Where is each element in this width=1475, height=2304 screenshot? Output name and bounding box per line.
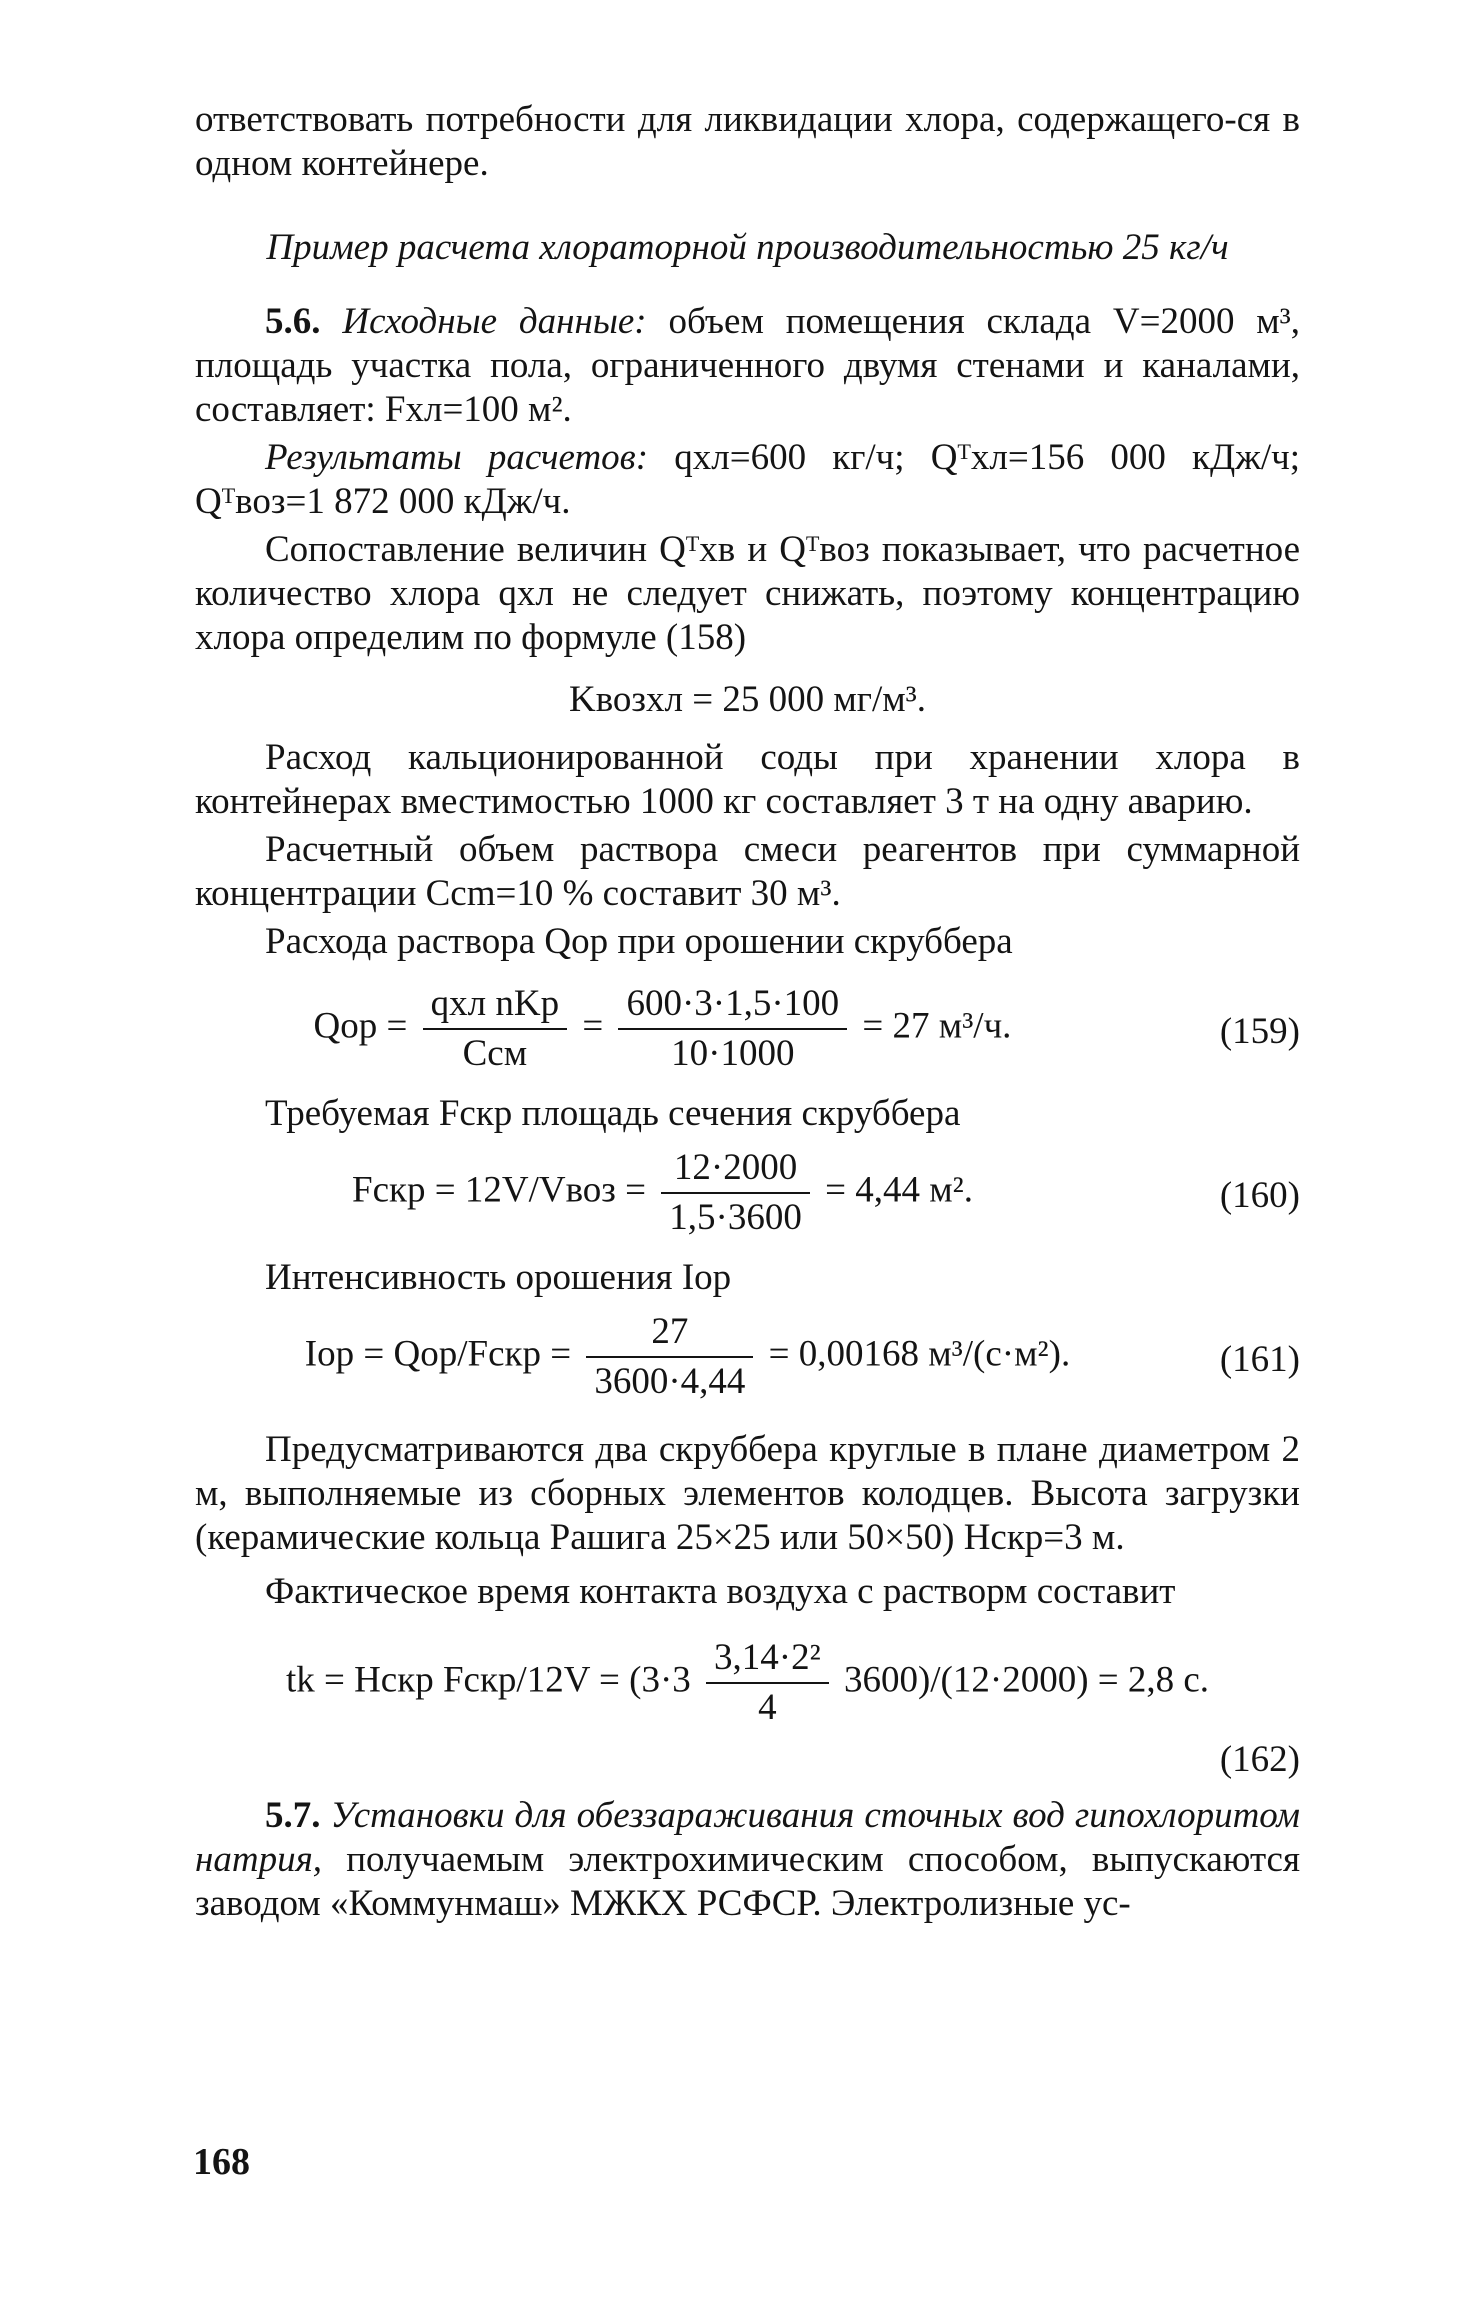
paragraph-area: Требуемая Fскр площадь сечения скруббера — [265, 1093, 961, 1134]
example-heading: Пример расчета хлораторной производительностью 25 кг/ч — [266, 227, 1229, 268]
section-label: Исходные данные: — [342, 301, 647, 342]
equation-number-161: (161) — [1219, 1339, 1300, 1380]
formula-158: Kвозхл = 25 000 мг/м³. — [568, 679, 926, 720]
paragraph-scrubbers: Предусматриваются два скруббера круглые в плане диаметром 2 м, выполняемые из сборных элементов колодцев. Высота загрузки (керамические кольца Рашига 25×25 или 50×50) Hскр=3 м. — [195, 1429, 1300, 1558]
paragraph-contact-time: Фактическое время контакта воздуха с растворм составит — [265, 1571, 1176, 1612]
section-label: Установки для обеззараживания сточных вод гипохлоритом натрия, — [195, 1795, 1300, 1880]
f161-fraction: $\frac{27}{3600\cdot 4,44}$ — [586, 1308, 753, 1406]
f162-fraction: $\frac{\text{3,14·2²}}{4}$ — [706, 1634, 829, 1732]
f162-rhs: 3600)/(12·2000) = 2,8 с. — [843, 1659, 1210, 1701]
formula-159: Qор = $\frac{\text{qхл nKр}}{\text{Cсм}}$ = $\frac{600\cdot 3\cdot 1,5\cdot 100}{10\cdot 1000}$ = 27 м³/ч. (159) — [195, 972, 1300, 1088]
formula-162 — [195, 1620, 1300, 1784]
paragraph-continuation: ответствовать потребности для ликвидации хлора, содержащего-ся в одном контейнере. — [195, 99, 1300, 184]
equation-number-160: (160) — [1219, 1175, 1300, 1216]
f160-fraction: $\frac{12\cdot 2000}{1,5\cdot 3600}$ — [661, 1144, 810, 1242]
equation-number-159: (159) — [1219, 1011, 1300, 1052]
f159-rhs: = 27 м³/ч. — [862, 1005, 1012, 1047]
section-number: 5.7. — [265, 1795, 321, 1836]
paragraph-comparison: Сопоставление величин Qᵀхв и Qᵀвоз показывает, что расчетное количество хлора qхл не следует снижать, поэтому концентрацию хлора определим по формуле (158) — [195, 529, 1300, 658]
f159-lhs: Qор = — [313, 1005, 408, 1047]
equation-number-162: (162) — [1219, 1739, 1300, 1780]
text-column — [195, 98, 1300, 1926]
paragraph-5-6 — [195, 300, 1300, 432]
f160-rhs: = 4,44 м². — [825, 1169, 973, 1211]
f160-lhs: Fскр = 12V/Vвоз = — [352, 1169, 647, 1211]
section-text: получаемым электрохимическим способом, выпускаются заводом «Коммунмаш» МЖКХ РСФСР. Электролизные ус- — [195, 1839, 1301, 1924]
section-text: объем помещения склада V=2000 м³, площадь участка пола, ограниченного двумя стенами и каналами, составляет: Fхл=100 м². — [195, 301, 1301, 430]
results-text: qхл=600 кг/ч; Qᵀхл=156 000 кДж/ч; Qᵀвоз=1 872 000 кДж/ч. — [195, 437, 1300, 522]
f162-lhs: tk = Hскр Fскр/12V = (3·3 — [285, 1659, 691, 1701]
formula-161 — [195, 1300, 1300, 1416]
f161-lhs: Iор = Qор/Fскр = — [304, 1333, 572, 1375]
section-number: 5.6. — [265, 301, 321, 342]
paragraph-intensity: Интенсивность орошения Iор — [265, 1257, 732, 1298]
paragraph-soda: Расход кальционированной соды при хранении хлора в контейнерах вместимостью 1000 кг составляет 3 т на одну аварию. — [195, 737, 1300, 822]
f161-rhs: = 0,00168 м³/(с·м²). — [768, 1333, 1071, 1375]
formula-160 — [195, 1136, 1300, 1252]
paragraph-volume: Расчетный объем раствора смеси реагентов при суммарной концентрации Ccm=10 % составит 30 м³. — [195, 829, 1300, 914]
paragraph-results — [195, 436, 1300, 524]
results-label: Результаты расчетов: — [265, 437, 649, 478]
f159-fraction-2: $\frac{600\cdot 3\cdot 1,5\cdot 100}{10\cdot 1000}$ — [618, 980, 847, 1078]
paragraph-flow: Расхода раствора Qор при орошении скруббера — [265, 921, 1013, 962]
f159-fraction-1: $\frac{\text{qхл nKр}}{\text{Cсм}}$ — [423, 980, 567, 1078]
paragraph-5-7 — [195, 1794, 1300, 1926]
page-number: 168 — [193, 2141, 250, 2183]
